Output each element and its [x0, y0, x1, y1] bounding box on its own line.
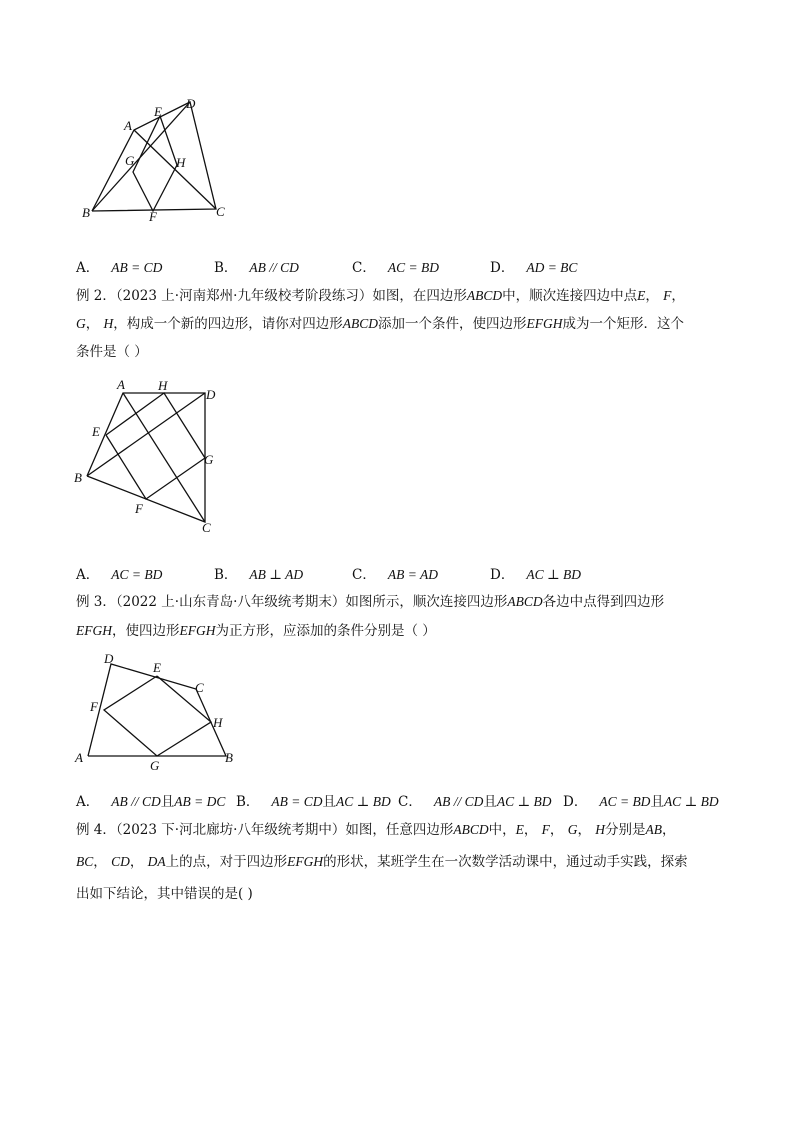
- fig1-label-c: C: [216, 204, 225, 219]
- fig2-label-f: F: [135, 501, 143, 516]
- quad-abcd: [87, 393, 205, 522]
- figure-1: [70, 90, 250, 230]
- quad-efgh: [106, 393, 205, 499]
- fig2-label-c: C: [202, 520, 211, 535]
- q2-option-b[interactable]: B． AB ⊥ AD: [214, 567, 304, 583]
- q3-option-d[interactable]: D． AC = BD且AC ⊥ BD: [563, 794, 719, 810]
- q2-option-c[interactable]: C． AB = AD: [352, 567, 438, 583]
- fig3-label-f: F: [90, 699, 98, 714]
- fig1-label-a: A: [124, 118, 132, 133]
- ex4-line-2: BC， CD， DA上的点，对于四边形EFGH的形状，某班学生在一次数学活动课中，通过动手实践，探索: [76, 854, 688, 870]
- quad-efgh: [133, 116, 177, 211]
- fig1-label-b: B: [82, 205, 90, 220]
- fig3-label-c: C: [195, 680, 204, 695]
- fig1-label-f: F: [149, 209, 157, 224]
- fig3-label-b: B: [225, 750, 233, 765]
- fig3-label-h: H: [213, 715, 223, 730]
- fig1-label-e: E: [154, 104, 162, 119]
- fig2-label-g: G: [204, 452, 214, 467]
- ex4-line-3: 出如下结论，其中错误的是( ): [76, 886, 253, 902]
- fig1-label-d: D: [186, 96, 196, 111]
- ex3-line-2: EFGH，使四边形EFGH为正方形，应添加的条件分别是（ ）: [76, 623, 436, 639]
- fig3-label-g: G: [150, 758, 160, 773]
- figure-2: [70, 372, 230, 542]
- fig3-label-e: E: [153, 660, 161, 675]
- fig2-label-b: B: [74, 470, 82, 485]
- figure-3-lines: [88, 664, 226, 756]
- figure-2-lines: [87, 393, 205, 522]
- fig3-label-a: A: [75, 750, 83, 765]
- q1-option-b[interactable]: B． AB // CD: [214, 260, 299, 276]
- ex4-line-1: 例 4．（2023 下·河北廊坊·八年级统考期中）如图，任意四边形ABCD中，E， F， G， H分别是AB，: [76, 822, 676, 838]
- fig3-label-d: D: [104, 651, 114, 666]
- q3-option-a[interactable]: A． AB // CD且AB = DC: [76, 794, 226, 810]
- figure-3: [70, 648, 250, 773]
- fig2-label-e: E: [92, 424, 100, 439]
- fig2-label-d: D: [206, 387, 216, 402]
- fig1-label-g: G: [125, 153, 135, 168]
- q3-option-c[interactable]: C． AB // CD且AC ⊥ BD: [398, 794, 552, 810]
- ex2-line-1: 例 2．（2023 上·河南郑州·九年级校考阶段练习）如图，在四边形ABCD中，顺次连接四边中点E， F，: [76, 288, 685, 304]
- fig1-label-h: H: [176, 155, 186, 170]
- ex3-line-1: 例 3．（2022 上·山东青岛·八年级统考期末）如图所示，顺次连接四边形ABCD各边中点得到四边形: [76, 594, 665, 610]
- ex2-line-3: 条件是（ ）: [76, 344, 148, 360]
- q1-option-c[interactable]: C． AC = BD: [352, 260, 439, 276]
- q1-option-a[interactable]: A． AB = CD: [76, 260, 163, 276]
- q2-option-a[interactable]: A． AC = BD: [76, 567, 163, 583]
- fig2-label-a: A: [117, 377, 125, 392]
- q2-option-d[interactable]: D． AC ⊥ BD: [490, 567, 582, 583]
- fig2-label-h: H: [158, 378, 168, 393]
- q3-option-b[interactable]: B． AB = CD且AC ⊥ BD: [236, 794, 391, 810]
- quad-abcd: [88, 664, 226, 756]
- q1-option-d[interactable]: D． AD = BC: [490, 260, 578, 276]
- ex2-line-2: G， H，构成一个新的四边形，请你对四边形ABCD添加一个条件，使四边形EFGH成为一个矩形．这个: [76, 316, 685, 332]
